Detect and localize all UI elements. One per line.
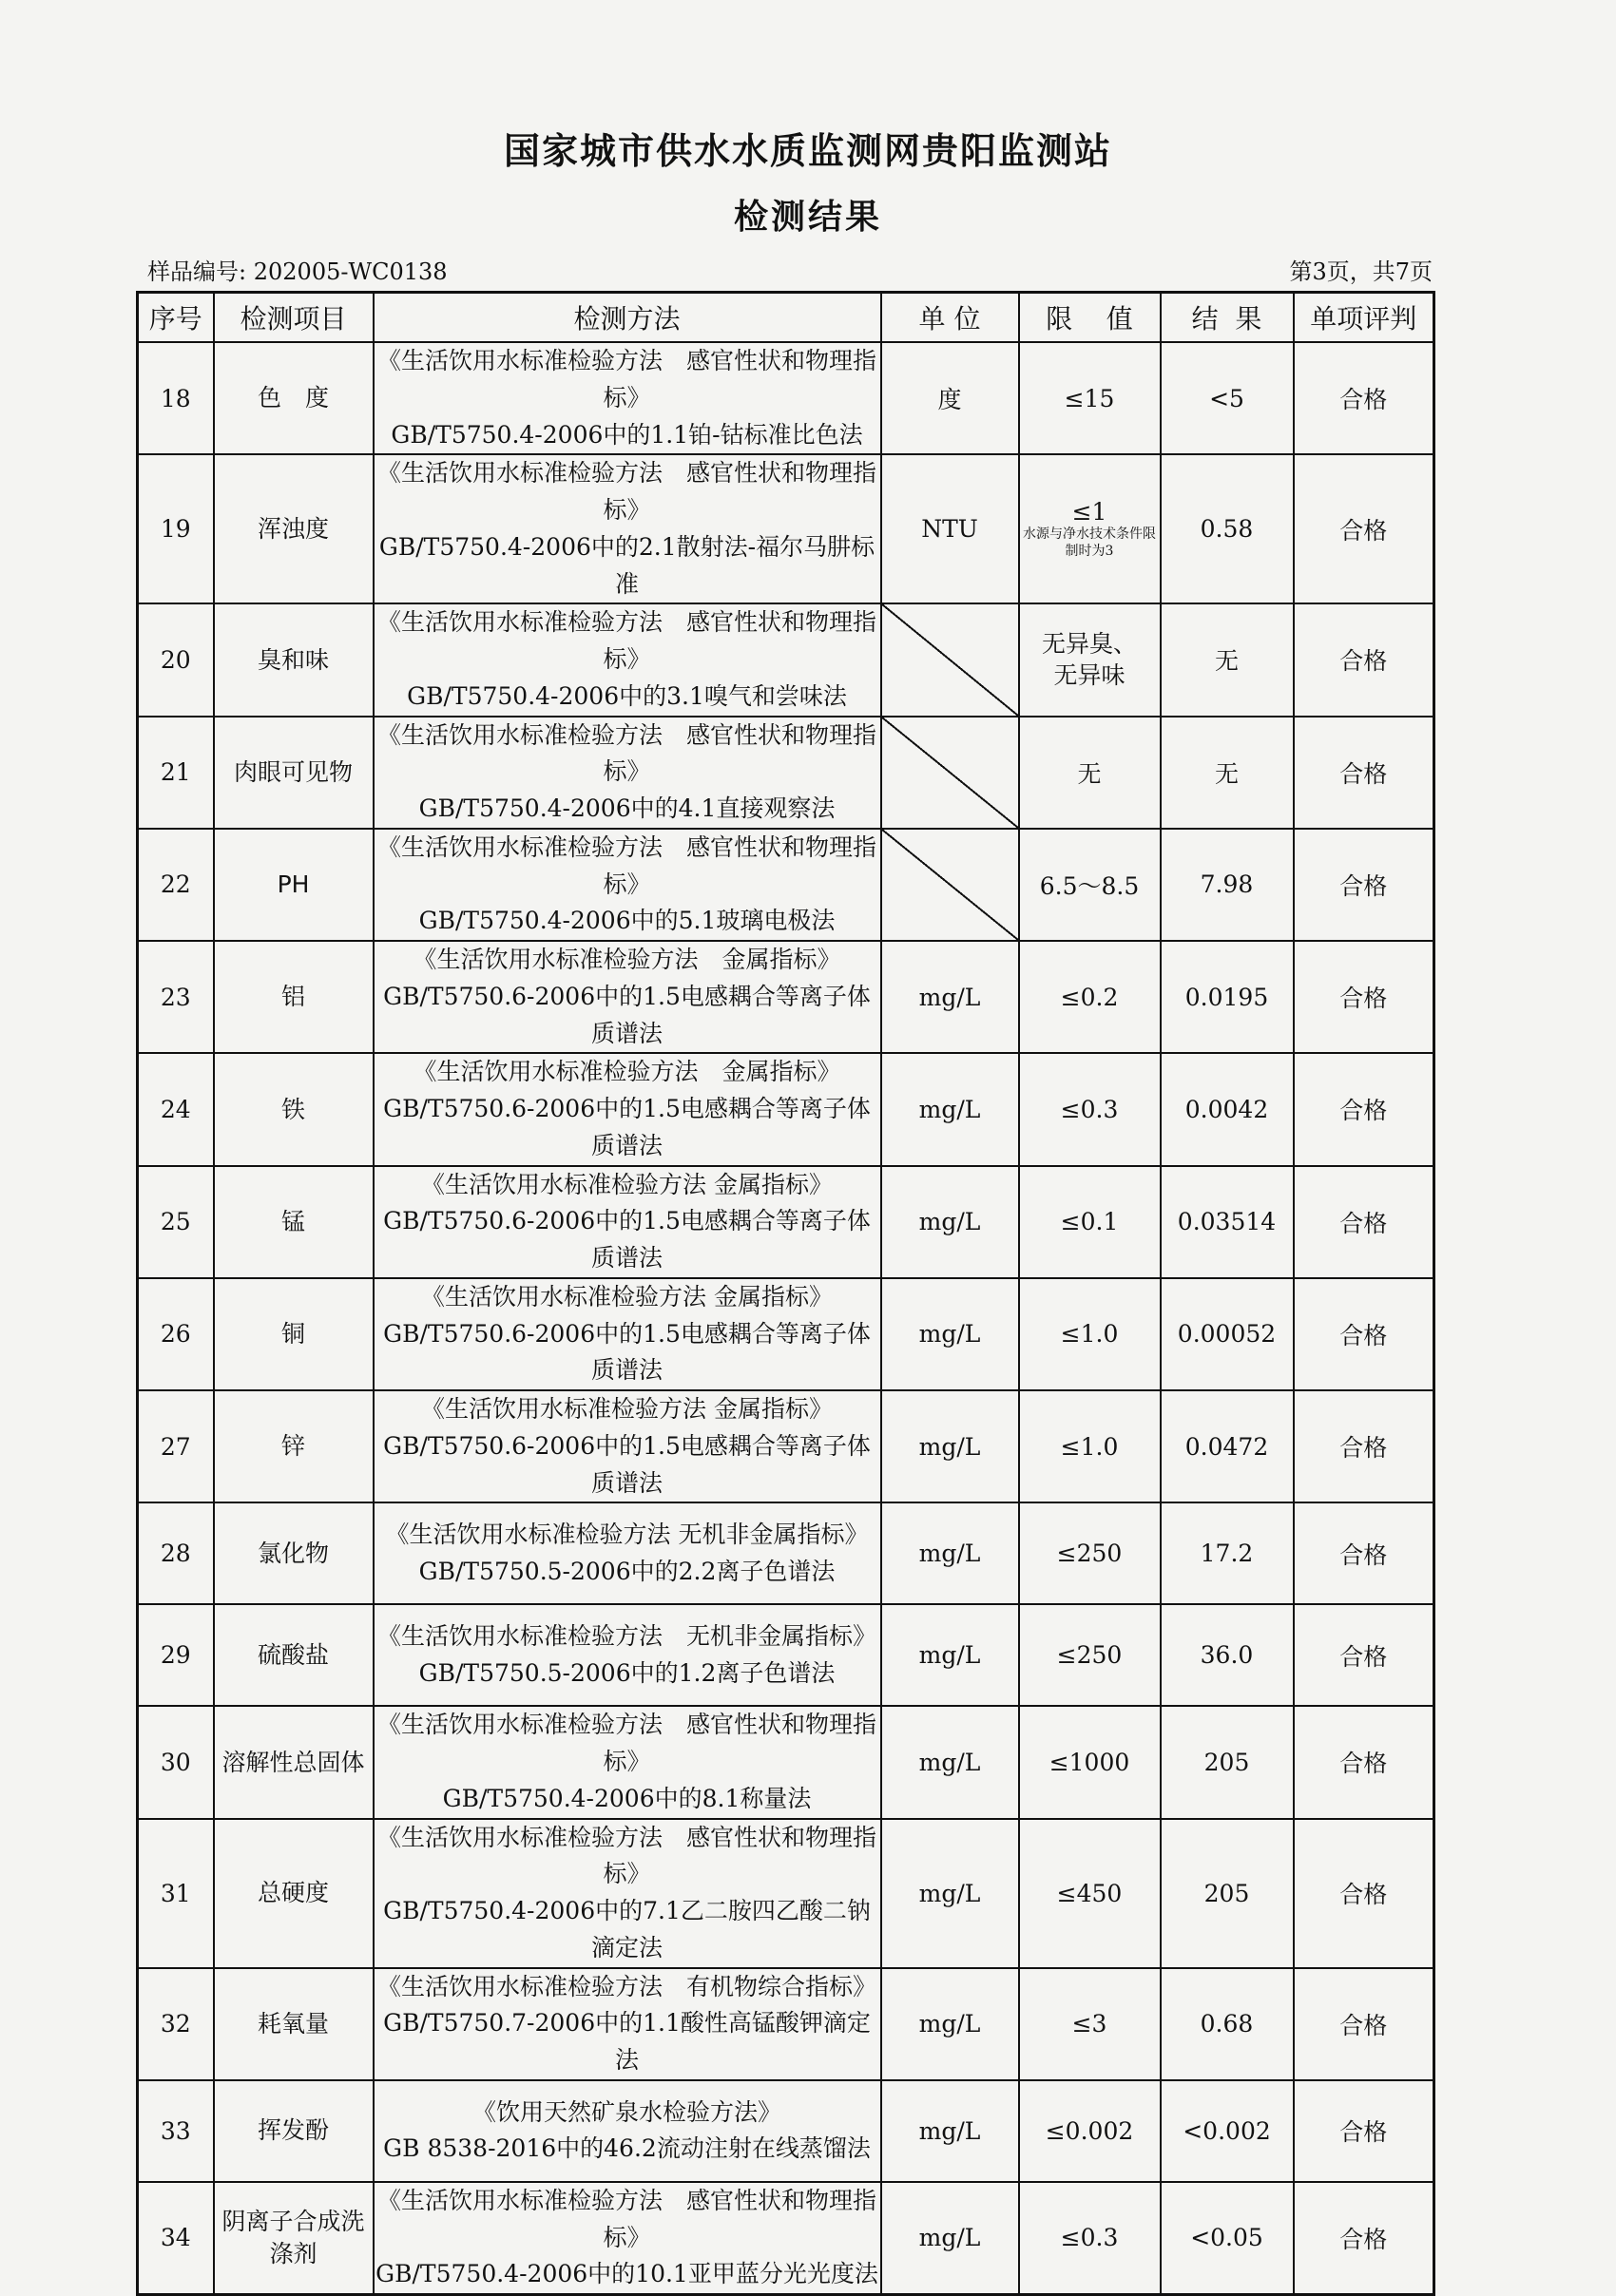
row-number: 26 bbox=[138, 1278, 214, 1390]
method-standard: 《生活饮用水标准检验方法 感官性状和物理指标》 bbox=[376, 459, 876, 524]
page-title: 国家城市供水水质监测网贵阳监测站 bbox=[503, 130, 1112, 172]
method-clause: GB/T5750.4-2006中的7.1乙二胺四乙酸二钠滴定法 bbox=[383, 1897, 871, 1961]
table-row bbox=[138, 1968, 1434, 2080]
evaluation: 合格 bbox=[1294, 342, 1434, 454]
sample-number-value: 202005-WC0138 bbox=[253, 258, 448, 285]
table-row bbox=[138, 941, 1434, 1053]
limit-main: 6.5～8.5 bbox=[1039, 871, 1140, 900]
limit-main: 无异臭、无异味 bbox=[1041, 629, 1137, 690]
table-row bbox=[138, 829, 1434, 941]
unit: NTU bbox=[881, 454, 1019, 603]
limit-main: ≤0.1 bbox=[1060, 1208, 1119, 1236]
limit-main: ≤450 bbox=[1056, 1879, 1123, 1907]
test-method bbox=[374, 454, 881, 603]
col-header-item: 检测项目 bbox=[214, 293, 374, 343]
table-row bbox=[138, 2080, 1434, 2182]
method-clause: GB/T5750.6-2006中的1.5电感耦合等离子体质谱法 bbox=[383, 982, 871, 1047]
test-method bbox=[374, 1278, 881, 1390]
result-value: 无 bbox=[1161, 717, 1294, 829]
limit-value bbox=[1019, 1604, 1161, 1706]
row-number: 31 bbox=[138, 1819, 214, 1968]
test-item: 铁 bbox=[214, 1053, 374, 1165]
table-row bbox=[138, 717, 1434, 829]
table-body bbox=[138, 342, 1434, 2295]
sample-number bbox=[147, 253, 448, 286]
limit-main: ≤0.002 bbox=[1045, 2116, 1134, 2145]
page-info: 第3页，共7页 bbox=[1289, 258, 1433, 285]
test-item: 色 度 bbox=[214, 342, 374, 454]
result-value: 0.00052 bbox=[1161, 1278, 1294, 1390]
sample-number-label: 样品编号: bbox=[147, 258, 247, 285]
evaluation: 合格 bbox=[1294, 1053, 1434, 1165]
limit-main: ≤3 bbox=[1071, 2010, 1107, 2038]
table-row bbox=[138, 342, 1434, 454]
unit: mg/L bbox=[881, 1053, 1019, 1165]
test-method bbox=[374, 2182, 881, 2295]
method-standard: 《生活饮用水标准检验方法 金属指标》 bbox=[413, 1058, 841, 1086]
limit-main: ≤1 bbox=[1071, 498, 1107, 526]
method-clause: GB/T5750.4-2006中的2.1散射法-福尔马肼标准 bbox=[378, 532, 875, 598]
limit-value bbox=[1019, 1819, 1161, 1968]
result-value: <0.05 bbox=[1161, 2182, 1294, 2295]
method-clause: GB/T5750.7-2006中的1.1酸性高锰酸钾滴定法 bbox=[383, 2009, 871, 2074]
result-value: 0.58 bbox=[1161, 454, 1294, 603]
method-clause: GB/T5750.6-2006中的1.5电感耦合等离子体质谱法 bbox=[383, 1319, 871, 1385]
row-number: 32 bbox=[138, 1968, 214, 2080]
test-item: 臭和味 bbox=[214, 603, 374, 716]
test-method bbox=[374, 1502, 881, 1604]
result-value: 36.0 bbox=[1161, 1604, 1294, 1706]
evaluation: 合格 bbox=[1294, 1166, 1434, 1278]
limit-main: ≤15 bbox=[1064, 384, 1115, 412]
row-number: 27 bbox=[138, 1390, 214, 1502]
unit: mg/L bbox=[881, 941, 1019, 1053]
table-header-row bbox=[138, 293, 1434, 343]
result-value: 0.68 bbox=[1161, 1968, 1294, 2080]
col-header-method: 检测方法 bbox=[374, 293, 881, 343]
evaluation: 合格 bbox=[1294, 941, 1434, 1053]
test-item: PH bbox=[214, 829, 374, 941]
row-number: 33 bbox=[138, 2080, 214, 2182]
limit-main: ≤250 bbox=[1056, 1641, 1123, 1670]
limit-value bbox=[1019, 454, 1161, 603]
limit-value bbox=[1019, 1968, 1161, 2080]
evaluation: 合格 bbox=[1294, 829, 1434, 941]
unit bbox=[881, 829, 1019, 941]
method-clause: GB/T5750.4-2006中的5.1玻璃电极法 bbox=[418, 907, 836, 935]
method-standard: 《生活饮用水标准检验方法 感官性状和物理指标》 bbox=[376, 1711, 876, 1775]
unit bbox=[881, 603, 1019, 716]
evaluation: 合格 bbox=[1294, 2080, 1434, 2182]
unit: mg/L bbox=[881, 1166, 1019, 1278]
method-clause: GB/T5750.4-2006中的10.1亚甲蓝分光光度法 bbox=[375, 2260, 878, 2288]
limit-main: ≤250 bbox=[1056, 1540, 1123, 1568]
test-method bbox=[374, 717, 881, 829]
table-row bbox=[138, 454, 1434, 603]
test-method bbox=[374, 1968, 881, 2080]
limit-value bbox=[1019, 1502, 1161, 1604]
test-item: 总硬度 bbox=[214, 1819, 374, 1968]
method-standard: 《生活饮用水标准检验方法 金属指标》 bbox=[413, 946, 841, 973]
method-standard: 《生活饮用水标准检验方法 金属指标》 bbox=[421, 1170, 833, 1198]
test-method bbox=[374, 2080, 881, 2182]
row-number: 28 bbox=[138, 1502, 214, 1604]
test-item: 铝 bbox=[214, 941, 374, 1053]
test-method bbox=[374, 342, 881, 454]
unit: 度 bbox=[881, 342, 1019, 454]
result-value: <5 bbox=[1161, 342, 1294, 454]
limit-note: 水源与净水技术条件限制时为3 bbox=[1023, 526, 1156, 560]
result-value: 0.03514 bbox=[1161, 1166, 1294, 1278]
unit: mg/L bbox=[881, 1968, 1019, 2080]
limit-value bbox=[1019, 1053, 1161, 1165]
evaluation: 合格 bbox=[1294, 717, 1434, 829]
evaluation: 合格 bbox=[1294, 454, 1434, 603]
evaluation: 合格 bbox=[1294, 2182, 1434, 2295]
method-standard: 《生活饮用水标准检验方法 无机非金属指标》 bbox=[385, 1521, 869, 1548]
table-row bbox=[138, 1604, 1434, 1706]
test-item: 锰 bbox=[214, 1166, 374, 1278]
evaluation: 合格 bbox=[1294, 603, 1434, 716]
row-number: 30 bbox=[138, 1706, 214, 1818]
limit-value bbox=[1019, 941, 1161, 1053]
method-standard: 《生活饮用水标准检验方法 感官性状和物理指标》 bbox=[376, 2186, 876, 2251]
limit-value bbox=[1019, 1390, 1161, 1502]
method-standard: 《生活饮用水标准检验方法 有机物综合指标》 bbox=[376, 1972, 876, 2000]
test-method bbox=[374, 829, 881, 941]
method-clause: GB/T5750.4-2006中的8.1称量法 bbox=[442, 1784, 812, 1812]
method-clause: GB/T5750.6-2006中的1.5电感耦合等离子体质谱法 bbox=[383, 1207, 871, 1272]
limit-value bbox=[1019, 829, 1161, 941]
table-row bbox=[138, 1819, 1434, 1968]
result-value: 17.2 bbox=[1161, 1502, 1294, 1604]
limit-value bbox=[1019, 1166, 1161, 1278]
row-number: 29 bbox=[138, 1604, 214, 1706]
result-value: 0.0472 bbox=[1161, 1390, 1294, 1502]
method-standard: 《生活饮用水标准检验方法 感官性状和物理指标》 bbox=[376, 608, 876, 673]
test-item: 硫酸盐 bbox=[214, 1604, 374, 1706]
limit-main: ≤0.2 bbox=[1060, 983, 1119, 1011]
unit: mg/L bbox=[881, 1706, 1019, 1818]
col-header-result: 结 果 bbox=[1161, 293, 1294, 343]
test-item: 挥发酚 bbox=[214, 2080, 374, 2182]
limit-value bbox=[1019, 2182, 1161, 2295]
row-number: 23 bbox=[138, 941, 214, 1053]
limit-value bbox=[1019, 342, 1161, 454]
row-number: 24 bbox=[138, 1053, 214, 1165]
method-clause: GB 8538-2016中的46.2流动注射在线蒸馏法 bbox=[383, 2134, 871, 2163]
limit-value bbox=[1019, 603, 1161, 716]
test-item: 耗氧量 bbox=[214, 1968, 374, 2080]
unit: mg/L bbox=[881, 1390, 1019, 1502]
unit: mg/L bbox=[881, 1819, 1019, 1968]
test-item: 阴离子合成洗涤剂 bbox=[214, 2182, 374, 2295]
test-method bbox=[374, 941, 881, 1053]
test-item: 氯化物 bbox=[214, 1502, 374, 1604]
method-standard: 《生活饮用水标准检验方法 金属指标》 bbox=[421, 1282, 833, 1311]
test-method bbox=[374, 1390, 881, 1502]
table-row bbox=[138, 2182, 1434, 2295]
limit-main: ≤1.0 bbox=[1060, 1432, 1119, 1461]
col-header-no: 序号 bbox=[138, 293, 214, 343]
test-item: 锌 bbox=[214, 1390, 374, 1502]
test-method bbox=[374, 1819, 881, 1968]
method-standard: 《生活饮用水标准检验方法 感官性状和物理指标》 bbox=[376, 720, 876, 786]
test-item: 溶解性总固体 bbox=[214, 1706, 374, 1818]
limit-value bbox=[1019, 1706, 1161, 1818]
method-clause: GB/T5750.4-2006中的3.1嗅气和尝味法 bbox=[407, 681, 847, 710]
result-value: 7.98 bbox=[1161, 829, 1294, 941]
evaluation: 合格 bbox=[1294, 1706, 1434, 1818]
evaluation: 合格 bbox=[1294, 1502, 1434, 1604]
method-standard: 《生活饮用水标准检验方法 感官性状和物理指标》 bbox=[376, 832, 876, 898]
results-table bbox=[136, 291, 1435, 2296]
row-number: 21 bbox=[138, 717, 214, 829]
result-value: 205 bbox=[1161, 1706, 1294, 1818]
evaluation: 合格 bbox=[1294, 1278, 1434, 1390]
col-header-limit: 限 值 bbox=[1019, 293, 1161, 343]
row-number: 25 bbox=[138, 1166, 214, 1278]
result-value: 无 bbox=[1161, 603, 1294, 716]
table-row bbox=[138, 1278, 1434, 1390]
unit: mg/L bbox=[881, 2182, 1019, 2295]
unit: mg/L bbox=[881, 1502, 1019, 1604]
unit bbox=[881, 717, 1019, 829]
result-value: 0.0195 bbox=[1161, 941, 1294, 1053]
result-value: 0.0042 bbox=[1161, 1053, 1294, 1165]
method-clause: GB/T5750.5-2006中的1.2离子色谱法 bbox=[418, 1658, 836, 1687]
method-standard: 《生活饮用水标准检验方法 金属指标》 bbox=[421, 1395, 833, 1423]
page-subtitle: 检测结果 bbox=[733, 198, 882, 237]
method-standard: 《生活饮用水标准检验方法 无机非金属指标》 bbox=[376, 1622, 876, 1650]
table-row bbox=[138, 1502, 1434, 1604]
col-header-unit: 单 位 bbox=[881, 293, 1019, 343]
limit-value bbox=[1019, 717, 1161, 829]
method-clause: GB/T5750.4-2006中的1.1铂-钴标准比色法 bbox=[391, 420, 863, 449]
method-standard: 《生活饮用水标准检验方法 感官性状和物理指标》 bbox=[376, 347, 876, 411]
unit: mg/L bbox=[881, 2080, 1019, 2182]
table-row bbox=[138, 1053, 1434, 1165]
limit-main: 无 bbox=[1077, 759, 1102, 788]
test-item: 肉眼可见物 bbox=[214, 717, 374, 829]
evaluation: 合格 bbox=[1294, 1819, 1434, 1968]
test-method bbox=[374, 1604, 881, 1706]
result-value: 205 bbox=[1161, 1819, 1294, 1968]
test-method bbox=[374, 1053, 881, 1165]
limit-value bbox=[1019, 1278, 1161, 1390]
test-item: 铜 bbox=[214, 1278, 374, 1390]
row-number: 34 bbox=[138, 2182, 214, 2295]
table-row bbox=[138, 1706, 1434, 1818]
test-method bbox=[374, 603, 881, 716]
limit-main: ≤0.3 bbox=[1060, 2224, 1119, 2252]
limit-main: ≤0.3 bbox=[1060, 1095, 1119, 1123]
row-number: 20 bbox=[138, 603, 214, 716]
evaluation: 合格 bbox=[1294, 1968, 1434, 2080]
unit: mg/L bbox=[881, 1278, 1019, 1390]
test-method bbox=[374, 1706, 881, 1818]
limit-main: ≤1.0 bbox=[1060, 1320, 1119, 1349]
result-value: <0.002 bbox=[1161, 2080, 1294, 2182]
limit-main: ≤1000 bbox=[1048, 1748, 1130, 1776]
method-clause: GB/T5750.6-2006中的1.5电感耦合等离子体质谱法 bbox=[383, 1095, 871, 1159]
limit-value bbox=[1019, 2080, 1161, 2182]
row-number: 22 bbox=[138, 829, 214, 941]
method-clause: GB/T5750.6-2006中的1.5电感耦合等离子体质谱法 bbox=[383, 1431, 871, 1497]
method-clause: GB/T5750.5-2006中的2.2离子色谱法 bbox=[418, 1557, 836, 1585]
unit: mg/L bbox=[881, 1604, 1019, 1706]
row-number: 19 bbox=[138, 454, 214, 603]
method-clause: GB/T5750.4-2006中的4.1直接观察法 bbox=[418, 794, 836, 822]
row-number: 18 bbox=[138, 342, 214, 454]
test-item: 浑浊度 bbox=[214, 454, 374, 603]
evaluation: 合格 bbox=[1294, 1604, 1434, 1706]
col-header-eval: 单项评判 bbox=[1294, 293, 1434, 343]
table-row bbox=[138, 603, 1434, 716]
test-method bbox=[374, 1166, 881, 1278]
method-standard: 《饮用天然矿泉水检验方法》 bbox=[471, 2097, 781, 2126]
method-standard: 《生活饮用水标准检验方法 感官性状和物理指标》 bbox=[376, 1823, 876, 1888]
evaluation: 合格 bbox=[1294, 1390, 1434, 1502]
table-row bbox=[138, 1166, 1434, 1278]
table-row bbox=[138, 1390, 1434, 1502]
